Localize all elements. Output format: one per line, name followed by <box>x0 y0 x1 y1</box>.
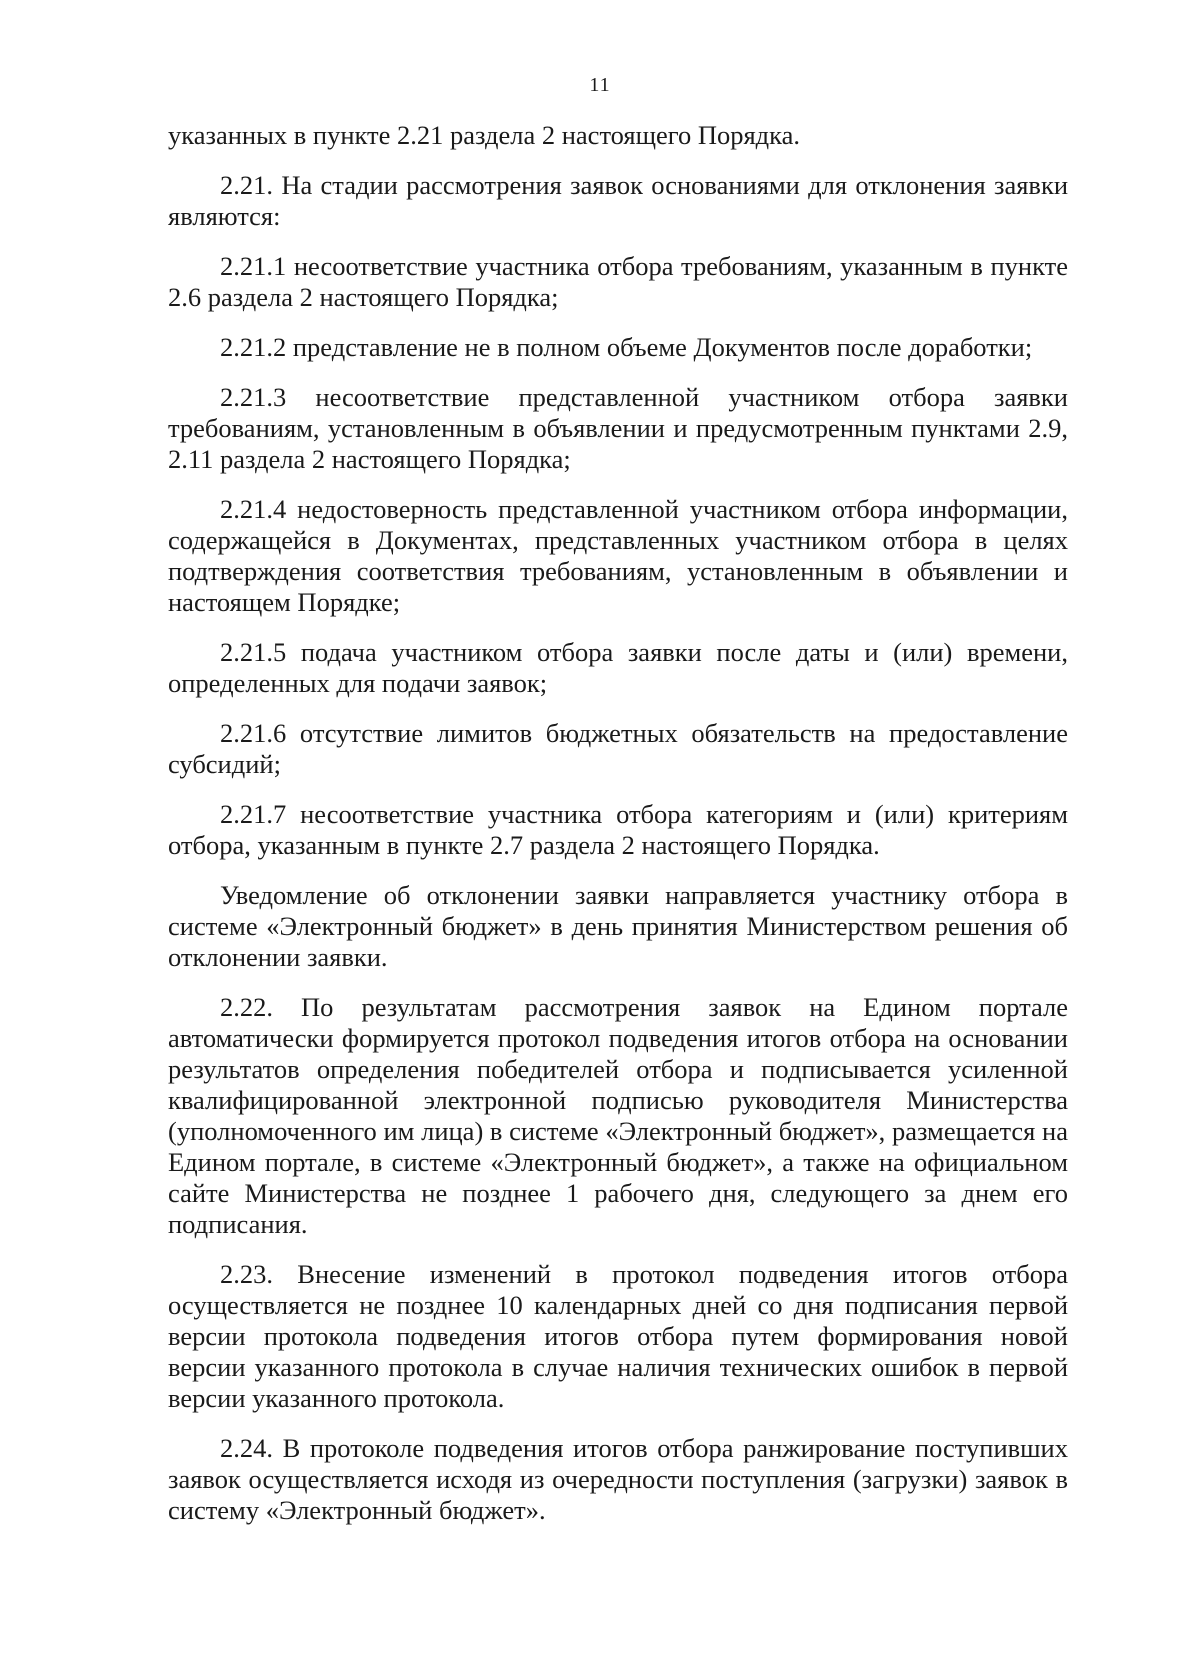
paragraph-2-21: 2.21. На стадии рассмотрения заявок основаниями для отклонения заявки являются: <box>168 170 1068 231</box>
document-body <box>168 120 1068 1545</box>
paragraph-2-21-2: 2.21.2 представление не в полном объеме Документов после доработки; <box>220 332 1033 362</box>
paragraph-2-21-3: 2.21.3 несоответствие представленной участником отбора заявки требованиям, установленным в объявлении и предусмотренным пунктами 2.9, 2.11 раздела 2 настоящего Порядка; <box>168 382 1068 474</box>
paragraph-continuation: указанных в пункте 2.21 раздела 2 настоящего Порядка. <box>168 120 801 150</box>
paragraph-2-24: 2.24. В протоколе подведения итогов отбора ранжирование поступивших заявок осуществляется исходя из очередности поступления (загрузки) заявок в систему «Электронный бюджет». <box>168 1433 1068 1525</box>
paragraph-2-22: 2.22. По результатам рассмотрения заявок на Едином портале автоматически формируется протокол подведения итогов отбора на основании результатов определения победителей отбора и подписывается усиленной квалифицированной электронной подписью руководителя Министерства (уполномоченного им лица) в системе «Электронный бюджет», размещается на Едином портале, в системе «Электронный бюджет», а также на официальном сайте Министерства не позднее 1 рабочего дня, следующего за днем его подписания. <box>168 992 1068 1239</box>
paragraph-rejection-notice: Уведомление об отклонении заявки направляется участнику отбора в системе «Электронный бюджет» в день принятия Министерством решения об отклонении заявки. <box>168 880 1068 972</box>
page-number: 11 <box>589 74 611 96</box>
paragraph-2-21-1: 2.21.1 несоответствие участника отбора требованиям, указанным в пункте 2.6 раздела 2 настоящего Порядка; <box>168 251 1068 312</box>
paragraph-2-21-5: 2.21.5 подача участником отбора заявки после даты и (или) времени, определенных для подачи заявок; <box>168 637 1068 698</box>
paragraph-2-21-7: 2.21.7 несоответствие участника отбора категориям и (или) критериям отбора, указанным в пункте 2.7 раздела 2 настоящего Порядка. <box>168 799 1068 860</box>
paragraph-2-23: 2.23. Внесение изменений в протокол подведения итогов отбора осуществляется не позднее 10 календарных дней со дня подписания первой версии протокола подведения итогов отбора путем формирования новой версии указанного протокола в случае наличия технических ошибок в первой версии указанного протокола. <box>168 1259 1068 1413</box>
paragraph-2-21-6: 2.21.6 отсутствие лимитов бюджетных обязательств на предоставление субсидий; <box>168 718 1068 779</box>
paragraph-2-21-4: 2.21.4 недостоверность представленной участником отбора информации, содержащейся в Документах, представленных участником отбора в целях подтверждения соответствия требованиям, установленным в объявлении и настоящем Порядке; <box>168 494 1068 617</box>
